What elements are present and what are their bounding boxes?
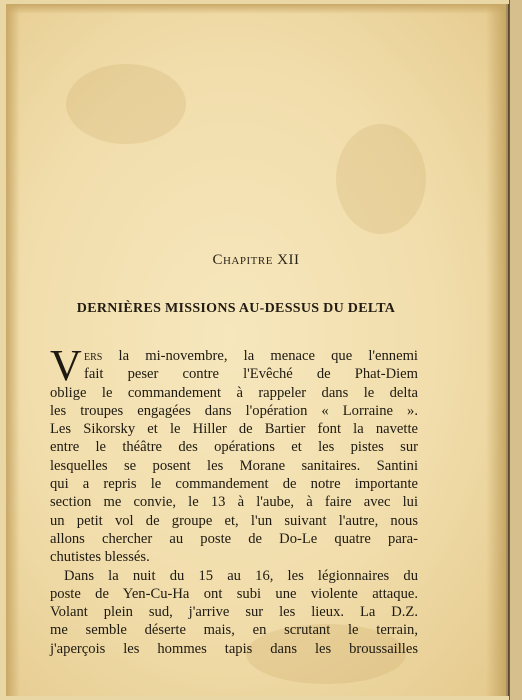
paper-stain	[66, 64, 186, 144]
text-line: allons chercher au poste de Do-Le quatre para-	[50, 530, 418, 547]
paper-stain	[336, 124, 426, 234]
text-line: section me convie, le 13 à l'aube, à faire avec lui	[50, 494, 418, 511]
text-line: entre le théâtre des opérations et les pistes sur	[50, 439, 418, 456]
text-line: chutistes blessés.	[50, 549, 150, 566]
text-line: me semble déserte mais, en scrutant le terrain,	[50, 622, 418, 639]
back-sheet-edge	[509, 0, 522, 700]
text-line: poste de Yen-Cu-Ha ont subi une violente attaque.	[50, 585, 418, 602]
page-edge-shadow-left	[6, 4, 20, 696]
text-line-content: la mi-novembre, la menace que l'ennemi	[102, 348, 418, 364]
text-line: Dans la nuit du 15 au 16, les légionnaires du	[64, 567, 418, 584]
text-line	[50, 347, 418, 365]
page-edge-shadow-top	[6, 4, 506, 14]
book-page	[6, 4, 506, 696]
chapter-heading: Chapitre XII	[212, 252, 300, 268]
text-line: oblige le commandement à rappeler dans le delta	[50, 384, 418, 401]
text-line: fait peser contre l'Evêché de Phat-Diem	[84, 366, 418, 383]
text-line: j'aperçois les hommes tapis dans les broussailles	[50, 640, 418, 657]
text-line: les troupes engagées dans l'opération « Lorraine ».	[50, 402, 418, 419]
chapter-title: DERNIÈRES MISSIONS AU-DESSUS DU DELTA	[76, 301, 396, 316]
text-line: Les Sikorsky et le Hiller de Bartier font la navette	[50, 421, 418, 438]
body-text	[50, 341, 418, 658]
drop-cap: V	[50, 341, 82, 390]
text-line: lesquelles se posent les Morane sanitaires. Santini	[50, 457, 418, 474]
text-line: un petit vol de groupe et, l'un suivant l'autre, nous	[50, 512, 418, 529]
page-edge-shadow-right	[486, 4, 506, 696]
text-line: Volant plein sud, j'arrive sur les lieux. La D.Z.	[50, 604, 418, 621]
text-line: qui a repris le commandement de notre importante	[50, 476, 418, 493]
first-word-rest: ers	[84, 348, 103, 364]
